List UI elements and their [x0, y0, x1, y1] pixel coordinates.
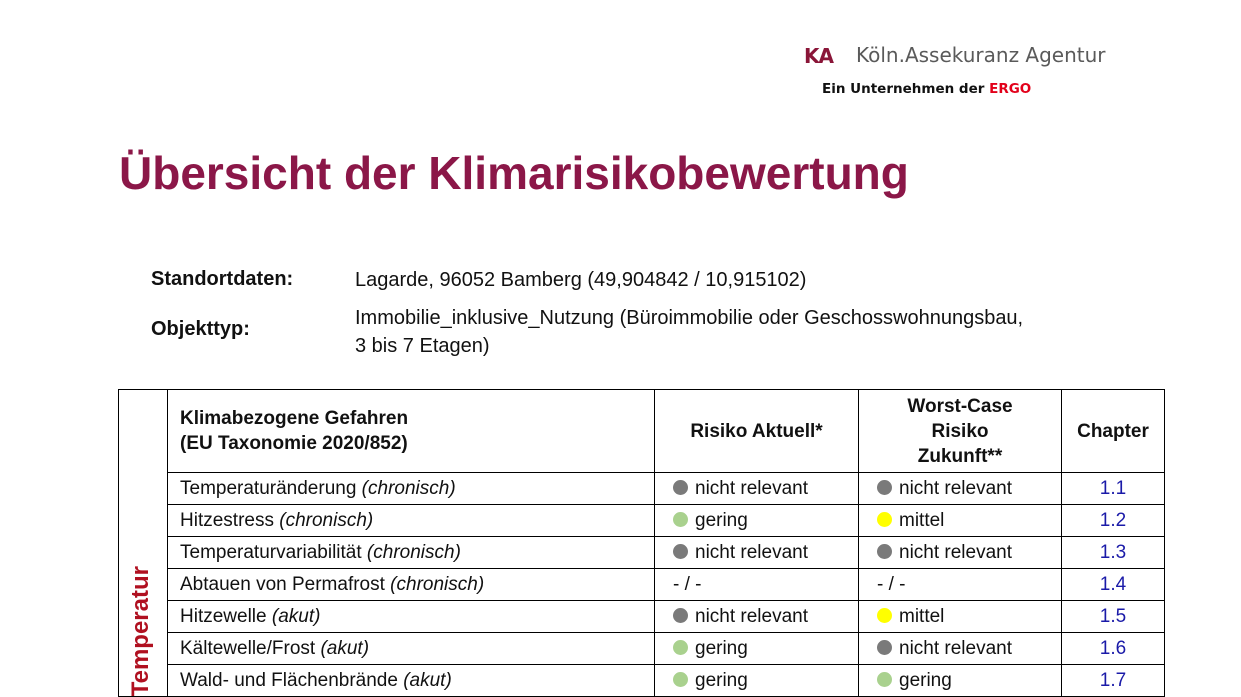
table-row: [119, 569, 1165, 601]
hazard-name: Temperaturvariabilität: [180, 541, 362, 563]
risk-level-text: nicht relevant: [899, 477, 1013, 499]
risiko-aktuell-cell: [655, 537, 859, 569]
risiko-aktuell-cell: [655, 569, 859, 601]
header-worst-line2: Risiko: [931, 420, 989, 442]
table-row: [119, 537, 1165, 569]
chapter-link[interactable]: 1.7: [1062, 665, 1165, 697]
standort-label: Standortdaten:: [151, 268, 294, 290]
chapter-link[interactable]: 1.1: [1062, 473, 1165, 505]
risiko-aktuell-cell: [655, 601, 859, 633]
table-header-row: [119, 390, 1165, 473]
hazard-cell: [168, 505, 655, 537]
chapter-link[interactable]: 1.4: [1062, 569, 1165, 601]
risiko-zukunft-cell: [859, 505, 1062, 537]
risiko-aktuell-cell: [655, 473, 859, 505]
risiko-zukunft-cell: [859, 665, 1062, 697]
risk-level-text: mittel: [899, 605, 945, 627]
objekttyp-value: [355, 304, 1135, 360]
header-worst-line3: Zukunft**: [917, 445, 1003, 467]
category-side-cell: [119, 390, 168, 697]
page-title: Übersicht der Klimarisikobewertung: [119, 147, 909, 199]
risk-level-dot: [877, 672, 892, 687]
risk-level-text: - / -: [673, 573, 702, 595]
logo-name: Köln.Assekuranz Agentur: [856, 43, 1106, 67]
hazard-cell: [168, 537, 655, 569]
risk-level-dot: [877, 608, 892, 623]
risk-level-text: nicht relevant: [899, 541, 1013, 563]
hazard-name: Hitzewelle: [180, 605, 267, 627]
risk-level-dot: [877, 512, 892, 527]
chapter-link[interactable]: 1.2: [1062, 505, 1165, 537]
table-row: [119, 665, 1165, 697]
table-row: [119, 601, 1165, 633]
risiko-zukunft-cell: [859, 569, 1062, 601]
category-label: Temperatur: [127, 565, 154, 696]
hazard-type: (akut): [271, 605, 321, 627]
risiko-aktuell-cell: [655, 505, 859, 537]
standort-value: Lagarde, 96052 Bamberg (49,904842 / 10,915102): [355, 269, 807, 291]
header-worst-line1: Worst-Case: [907, 395, 1013, 417]
risiko-zukunft-cell: [859, 537, 1062, 569]
risk-level-dot: [877, 544, 892, 559]
table-row: [119, 505, 1165, 537]
risk-table: [118, 389, 1165, 697]
logo-subtitle-prefix: Ein Unternehmen der: [822, 81, 990, 97]
header-chapter: Chapter: [1062, 390, 1165, 473]
logo-mark: KA: [804, 44, 833, 68]
hazard-type: (chronisch): [390, 573, 485, 595]
hazard-type: (akut): [320, 637, 370, 659]
risk-level-dot: [673, 544, 688, 559]
hazard-cell: [168, 633, 655, 665]
risk-level-dot: [673, 608, 688, 623]
chapter-link[interactable]: 1.5: [1062, 601, 1165, 633]
header-hazard: [168, 390, 655, 473]
hazard-name: Wald- und Flächenbrände: [180, 669, 398, 691]
risk-level-text: nicht relevant: [695, 477, 809, 499]
table-row: [119, 633, 1165, 665]
hazard-name: Abtauen von Permafrost: [180, 573, 385, 595]
chapter-link[interactable]: 1.3: [1062, 537, 1165, 569]
risk-level-text: - / -: [877, 573, 906, 595]
hazard-name: Hitzestress: [180, 509, 274, 531]
objekttyp-label: Objekttyp:: [151, 318, 250, 340]
risiko-zukunft-cell: [859, 633, 1062, 665]
hazard-type: (chronisch): [366, 541, 461, 563]
table-row: [119, 473, 1165, 505]
ergo-brand: ERGO: [989, 81, 1032, 97]
risk-level-dot: [877, 480, 892, 495]
hazard-cell: [168, 601, 655, 633]
risiko-aktuell-cell: [655, 665, 859, 697]
risiko-zukunft-cell: [859, 601, 1062, 633]
risiko-aktuell-cell: [655, 633, 859, 665]
risk-level-text: gering: [695, 669, 748, 691]
risk-level-dot: [673, 640, 688, 655]
objekttyp-value-line2: 3 bis 7 Etagen): [355, 335, 490, 357]
hazard-type: (akut): [403, 669, 452, 691]
hazard-cell: [168, 665, 655, 697]
company-logo: [804, 40, 1134, 104]
header-worst-case: [859, 390, 1062, 473]
risk-level-text: nicht relevant: [695, 541, 809, 563]
risk-level-text: gering: [695, 637, 748, 659]
risk-level-dot: [673, 672, 688, 687]
hazard-name: Kältewelle/Frost: [180, 637, 316, 659]
risk-level-dot: [673, 480, 688, 495]
risk-level-text: nicht relevant: [695, 605, 809, 627]
hazard-cell: [168, 569, 655, 601]
hazard-cell: [168, 473, 655, 505]
hazard-type: (chronisch): [279, 509, 374, 531]
risk-level-dot: [673, 512, 688, 527]
risk-level-text: gering: [899, 669, 952, 691]
risk-level-dot: [877, 640, 892, 655]
risk-level-text: gering: [695, 509, 748, 531]
header-hazard-line2: (EU Taxonomie 2020/852): [180, 433, 408, 454]
header-hazard-line1: Klimabezogene Gefahren: [180, 408, 409, 429]
objekttyp-value-line1: Immobilie_inklusive_Nutzung (Büroimmobilie oder Geschosswohnungsbau,: [355, 307, 1024, 329]
risiko-zukunft-cell: [859, 473, 1062, 505]
chapter-link[interactable]: 1.6: [1062, 633, 1165, 665]
risk-level-text: mittel: [899, 509, 945, 531]
header-risiko-aktuell: Risiko Aktuell*: [655, 390, 859, 473]
hazard-type: (chronisch): [361, 477, 456, 499]
risk-level-text: nicht relevant: [899, 637, 1013, 659]
logo-subtitle: [822, 81, 1031, 97]
hazard-name: Temperaturänderung: [180, 477, 357, 499]
